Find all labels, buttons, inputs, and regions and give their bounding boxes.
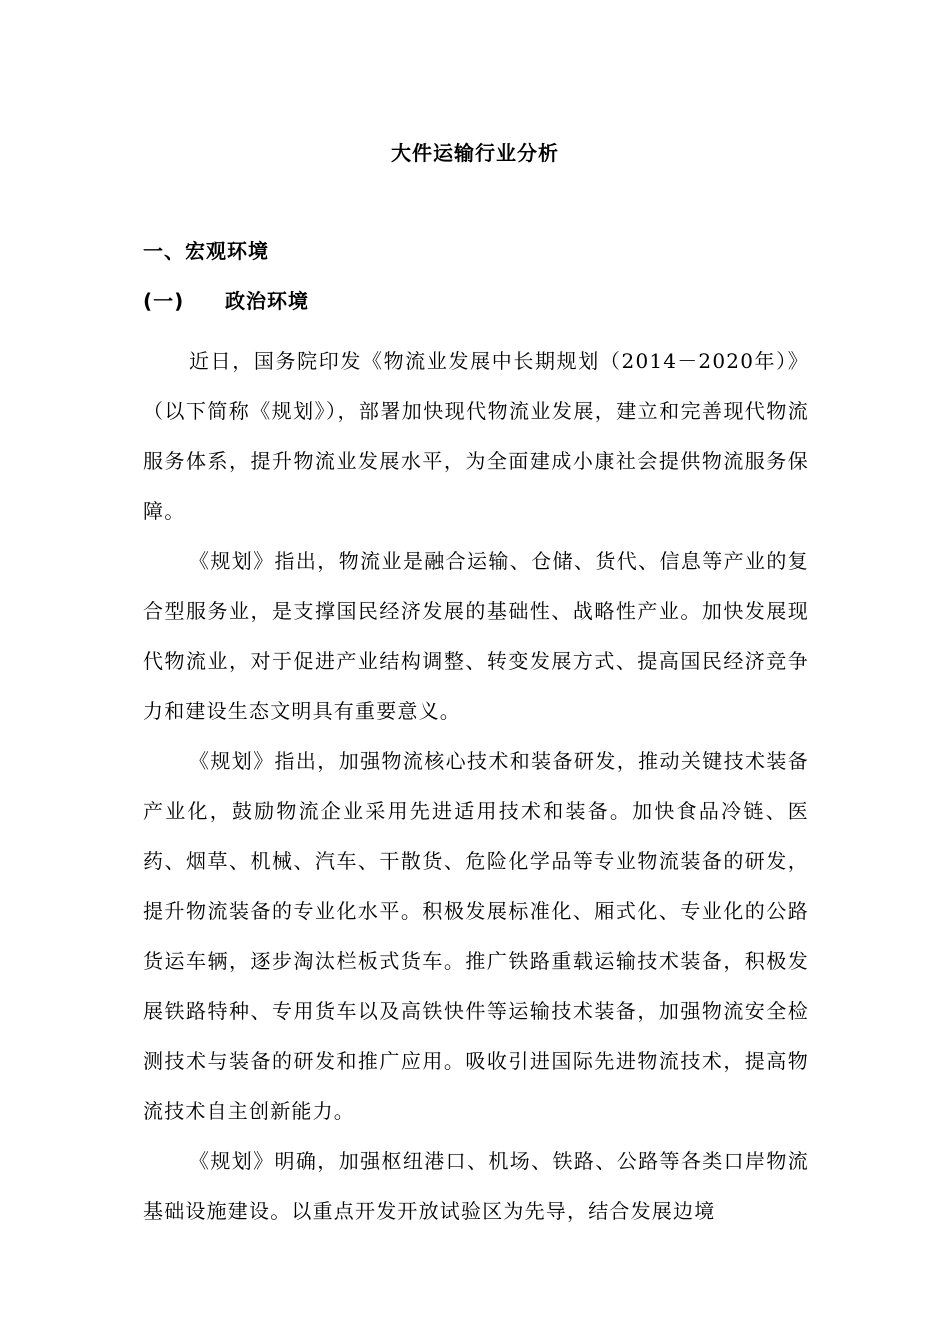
paragraph-4: 《规划》明确，加强枢纽港口、机场、铁路、公路等各类口岸物流基础设施建设。以重点开发开放试验区为先导，结合发展边境 [143,1149,809,1223]
document-title: 大件运输行业分析 [391,141,559,165]
subsection-title: 政治环境 [225,289,309,313]
subsection-heading-political-environment [143,286,309,316]
body-text [143,336,809,1236]
subsection-number: (一) [143,289,185,313]
section-heading-macro-environment: 一、宏观环境 [143,239,269,263]
paragraph-3: 《规划》指出，加强物流核心技术和装备研发，推动关键技术装备产业化，鼓励物流企业采用先进适用技术和装备。加快食品冷链、医药、烟草、机械、汽车、干散货、危险化学品等专业物流装备的研发，提升物流装备的专业化水平。积极发展标准化、厢式化、专业化的公路货运车辆，逐步淘汰栏板式货车。推广铁路重载运输技术装备，积极发展铁路特种、专用货车以及高铁快件等运输技术装备，加强物流安全检测技术与装备的研发和推广应用。吸收引进国际先进物流技术，提高物流技术自主创新能力。 [143,749,809,1123]
paragraph-2: 《规划》指出，物流业是融合运输、仓储、货代、信息等产业的复合型服务业，是支撑国民经济发展的基础性、战略性产业。加快发展现代物流业，对于促进产业结构调整、转变发展方式、提高国民经济竞争力和建设生态文明具有重要意义。 [143,549,809,723]
paragraph-1: 近日，国务院印发《物流业发展中长期规划（2014－2020年）》（以下简称《规划》），部署加快现代物流业发展，建立和完善现代物流服务体系，提升物流业发展水平，为全面建成小康社会提供物流服务保障。 [143,349,809,523]
